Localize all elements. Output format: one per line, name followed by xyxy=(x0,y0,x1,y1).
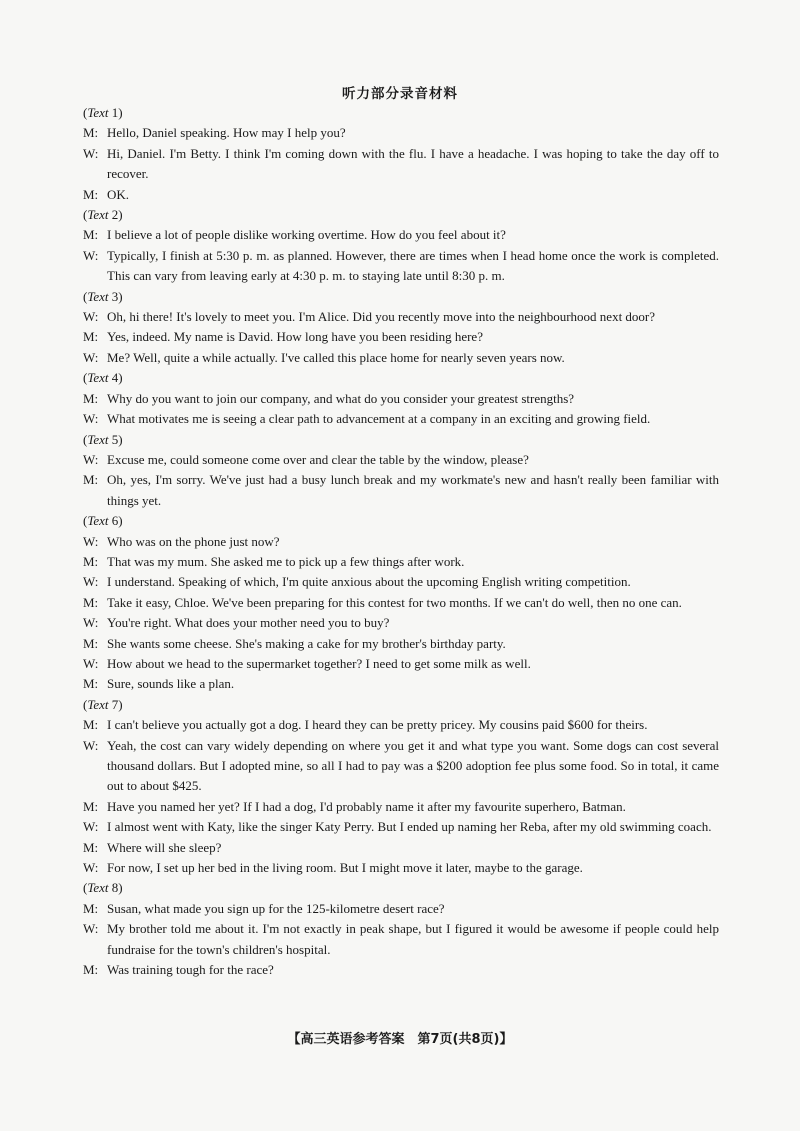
dialogue-text: She wants some cheese. She's making a cake for my brother's birthday party. xyxy=(107,635,506,651)
dialogue-text: Take it easy, Chloe. We've been preparing for this contest for two months. If we can't do well, then no one can. xyxy=(107,594,682,610)
dialogue-line xyxy=(83,960,719,980)
dialogue-text: Susan, what made you sign up for the 125-kilometre desert race? xyxy=(107,900,445,916)
dialogue-line xyxy=(83,144,719,185)
dialogue-line xyxy=(83,654,719,674)
dialogue-text: I almost went with Katy, like the singer Katy Perry. But I ended up naming her Reba, after my old swimming coach. xyxy=(107,819,712,835)
speaker-label: M: xyxy=(83,635,99,651)
dialogue-line xyxy=(83,532,719,552)
dialogue-text: Hello, Daniel speaking. How may I help you? xyxy=(107,125,346,141)
dialogue-text: Hi, Daniel. I'm Betty. I think I'm coming down with the flu. I have a headache. I was hoping to take the day off to recover. xyxy=(107,145,719,182)
text-label-word: Text xyxy=(87,105,109,120)
dialogue-line xyxy=(83,858,719,878)
speaker-label: W: xyxy=(83,247,99,263)
dialogue-text: Typically, I finish at 5:30 p. m. as planned. However, there are times when I head home once the work is completed. This can vary from leaving early at 4:30 p. m. to staying late until 8:30 p. m. xyxy=(107,247,719,284)
dialogue-text: Was training tough for the race? xyxy=(107,962,274,978)
dialogue-text: Yeah, the cost can vary widely depending on where you get it and what type you want. Some dogs can cost several thousand dollars. But I adopted mine, so all I had to pay was a $200 adoption fee plus some food. So in total, it came out to about $425. xyxy=(107,737,719,794)
text-label-word: Text xyxy=(87,696,109,712)
speaker-label: W: xyxy=(83,574,99,590)
page-footer: 【高三英语参考答案 第7页(共8页)】 xyxy=(287,1032,513,1047)
speaker-label: M: xyxy=(83,962,99,978)
dialogue-line xyxy=(83,838,719,858)
dialogue-text: I can't believe you actually got a dog. I heard they can be pretty pricey. My cousins paid $600 for theirs. xyxy=(107,717,648,733)
dialogue-text: Me? Well, quite a while actually. I've called this place home for nearly seven years now. xyxy=(107,349,565,365)
speaker-label: M: xyxy=(83,839,99,855)
dialogue-text: Sure, sounds like a plan. xyxy=(107,676,235,692)
dialogue-line xyxy=(83,613,719,633)
speaker-label: M: xyxy=(83,594,99,610)
text-label: (Text 2) xyxy=(83,207,123,223)
dialogue-line xyxy=(83,225,719,245)
speaker-label: W: xyxy=(83,615,99,631)
dialogue-line xyxy=(83,348,719,368)
text-label-number: 2 xyxy=(111,207,119,223)
dialogue-text: Yes, indeed. My name is David. How long have you been residing here? xyxy=(107,329,483,345)
dialogue-text: What motivates me is seeing a clear path to advancement at a company in an exciting and growing field. xyxy=(107,411,651,427)
dialogue-line xyxy=(83,674,719,694)
text-label-word: Text xyxy=(87,431,109,447)
text-label-number: 7 xyxy=(111,696,119,712)
dialogue-line xyxy=(83,389,719,409)
speaker-label: W: xyxy=(83,349,99,365)
speaker-label: W: xyxy=(83,411,99,427)
dialogue-text: Who was on the phone just now? xyxy=(107,533,280,549)
dialogue-line xyxy=(83,572,719,592)
text-label: (Text 5) xyxy=(83,431,123,447)
dialogue-line xyxy=(83,246,719,287)
speaker-label: M: xyxy=(83,227,99,243)
dialogue-text: Have you named her yet? If I had a dog, I'd probably name it after my favourite superhero, Batman. xyxy=(107,798,626,814)
text-label-word: Text xyxy=(87,370,109,386)
speaker-label: M: xyxy=(83,717,99,733)
dialogue-line xyxy=(83,409,719,429)
dialogue-text: You're right. What does your mother need you to buy? xyxy=(107,615,390,631)
dialogue-line xyxy=(83,327,719,347)
dialogue-text: Where will she sleep? xyxy=(107,839,222,855)
speaker-label: M: xyxy=(83,125,99,141)
text-label-number: 6 xyxy=(111,513,119,529)
dialogue-line xyxy=(83,899,719,919)
text-label-number: 1 xyxy=(111,105,119,120)
speaker-label: M: xyxy=(83,472,99,488)
text-label-word: Text xyxy=(87,513,109,529)
speaker-label: W: xyxy=(83,655,99,671)
text-label: (Text 6) xyxy=(83,513,123,529)
speaker-label: W: xyxy=(83,309,99,325)
dialogue-line xyxy=(83,307,719,327)
text-label-number: 5 xyxy=(111,431,119,447)
speaker-label: M: xyxy=(83,676,99,692)
speaker-label: W: xyxy=(83,451,99,467)
speaker-label: W: xyxy=(83,819,99,835)
speaker-label: M: xyxy=(83,553,99,569)
dialogue-text: That was my mum. She asked me to pick up a few things after work. xyxy=(107,553,465,569)
dialogue-line xyxy=(83,552,719,572)
dialogue-line xyxy=(83,634,719,654)
dialogue-text: Oh, hi there! It's lovely to meet you. I'm Alice. Did you recently move into the neighbourhood next door? xyxy=(107,309,656,325)
speaker-label: M: xyxy=(83,798,99,814)
speaker-label: W: xyxy=(83,737,99,753)
dialogue-text: OK. xyxy=(107,186,130,202)
text-label: (Text 4) xyxy=(83,370,123,386)
speaker-label: M: xyxy=(83,900,99,916)
dialogue-text: Oh, yes, I'm sorry. We've just had a busy lunch break and my workmate's new and hasn't really been familiar with things yet. xyxy=(107,472,719,508)
speaker-label: W: xyxy=(83,533,99,549)
text-label-word: Text xyxy=(87,288,109,304)
text-label-number: 8 xyxy=(111,880,119,896)
dialogue-line xyxy=(83,715,719,735)
speaker-label: W: xyxy=(83,860,99,876)
dialogue-text: I understand. Speaking of which, I'm quite anxious about the upcoming English writing competition. xyxy=(107,574,631,590)
dialogue-line xyxy=(83,736,719,797)
text-label: (Text 8) xyxy=(83,880,123,896)
speaker-label: W: xyxy=(83,145,99,161)
dialogue-line xyxy=(83,593,719,613)
speaker-label: M: xyxy=(83,186,99,202)
dialogue-line xyxy=(83,797,719,817)
dialogue-text: Why do you want to join our company, and what do you consider your greatest strengths? xyxy=(107,390,575,406)
dialogue-text: How about we head to the supermarket together? I need to get some milk as well. xyxy=(107,655,531,671)
speaker-label: M: xyxy=(83,390,99,406)
dialogue-text: My brother told me about it. I'm not exactly in peak shape, but I figured it would be awesome if people could help fundraise for the town's children's hospital. xyxy=(107,921,719,957)
text-label: (Text 1) xyxy=(83,105,123,120)
page-title: 听力部分录音材料 xyxy=(342,86,458,102)
speaker-label: W: xyxy=(83,921,99,937)
text-label-word: Text xyxy=(87,207,109,223)
text-label-number: 4 xyxy=(111,370,119,386)
dialogue-text: For now, I set up her bed in the living room. But I might move it later, maybe to the garage. xyxy=(107,860,583,876)
dialogue-text: I believe a lot of people dislike working overtime. How do you feel about it? xyxy=(107,227,506,243)
dialogue-text: Excuse me, could someone come over and clear the table by the window, please? xyxy=(107,451,529,467)
dialogue-line xyxy=(83,450,719,470)
dialogue-line xyxy=(83,919,719,960)
dialogue-line xyxy=(83,470,719,511)
dialogue-line xyxy=(83,123,719,143)
speaker-label: M: xyxy=(83,329,99,345)
dialogue-line xyxy=(83,185,719,205)
text-label: (Text 3) xyxy=(83,288,123,304)
transcript-body xyxy=(83,103,719,980)
text-label-number: 3 xyxy=(111,288,119,304)
text-label: (Text 7) xyxy=(83,696,123,712)
text-label-word: Text xyxy=(87,880,109,896)
dialogue-line xyxy=(83,817,719,837)
